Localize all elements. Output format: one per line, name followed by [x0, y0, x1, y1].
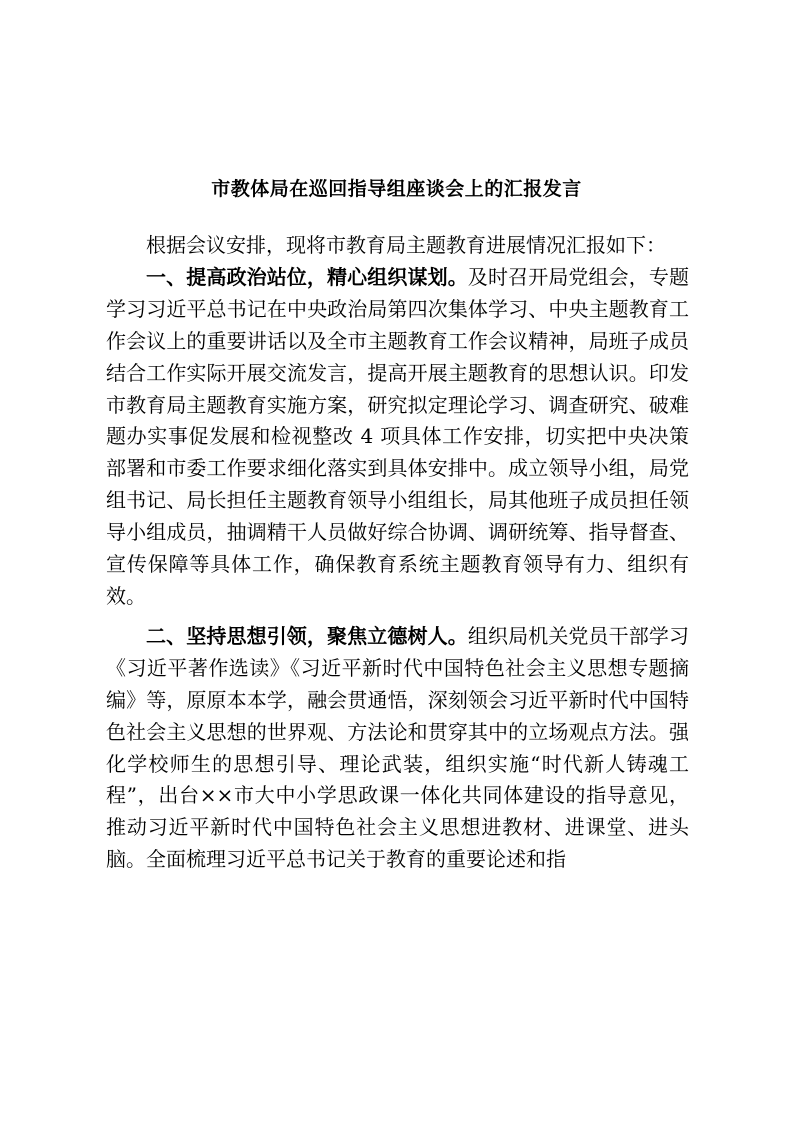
intro-paragraph: [106, 230, 689, 262]
section-two-text: 组织局机关党员干部学习《习近平著作选读》《习近平新时代中国特色社会主义思想专题摘编》等，原原本本学，融会贯通悟，深刻领会习近平新时代中国特色社会主义思想的世界观、方法论和贯穿其中的立场观点方法。强化学校师生的思想引导、理论武装，组织实施“时代新人铸魂工程”，出台××市大中小学思政课一体化共同体建设的指导意见，推动习近平新时代中国特色社会主义思想进教材、进课堂、进头脑。全面梳理习近平总书记关于教育的重要论述和指: [106, 623, 690, 872]
document-title: 市教体局在巡回指导组座谈会上的汇报发言: [211, 178, 582, 200]
section-one-text: 及时召开局党组会，专题学习习近平总书记在中央政治局第四次集体学习、中央主题教育工作会议上的重要讲话以及全市主题教育工作会议精神，局班子成员结合工作实际开展交流发言，提高开展主题教育的思想认识。印发市教育局主题教育实施方案，研究拟定理论学习、调查研究、破难题办实事促发展和检视整改 4 项具体工作安排，切实把中央决策部署和市委工作要求细化落实到具体安排中。成立领导小组，局党组书记、局长担任主题教育领导小组组长，局其他班子成员担任领导小组成员，抽调精干人员做好综合协调、调研统筹、指导督查、宣传保障等具体工作，确保教育系统主题教育领导有力、组织有效。: [106, 264, 690, 608]
section-one-heading: 一、提高政治站位，精心组织谋划。: [146, 264, 468, 289]
section-two-heading: 二、坚持思想引领，聚焦立德树人。: [146, 623, 468, 648]
intro-paragraph-text: 根据会议安排，现将市教育局主题教育进展情况汇报如下：: [146, 233, 666, 257]
section-one-paragraph: [106, 262, 689, 613]
section-two-paragraph: [106, 621, 689, 876]
document-body: [106, 230, 689, 876]
